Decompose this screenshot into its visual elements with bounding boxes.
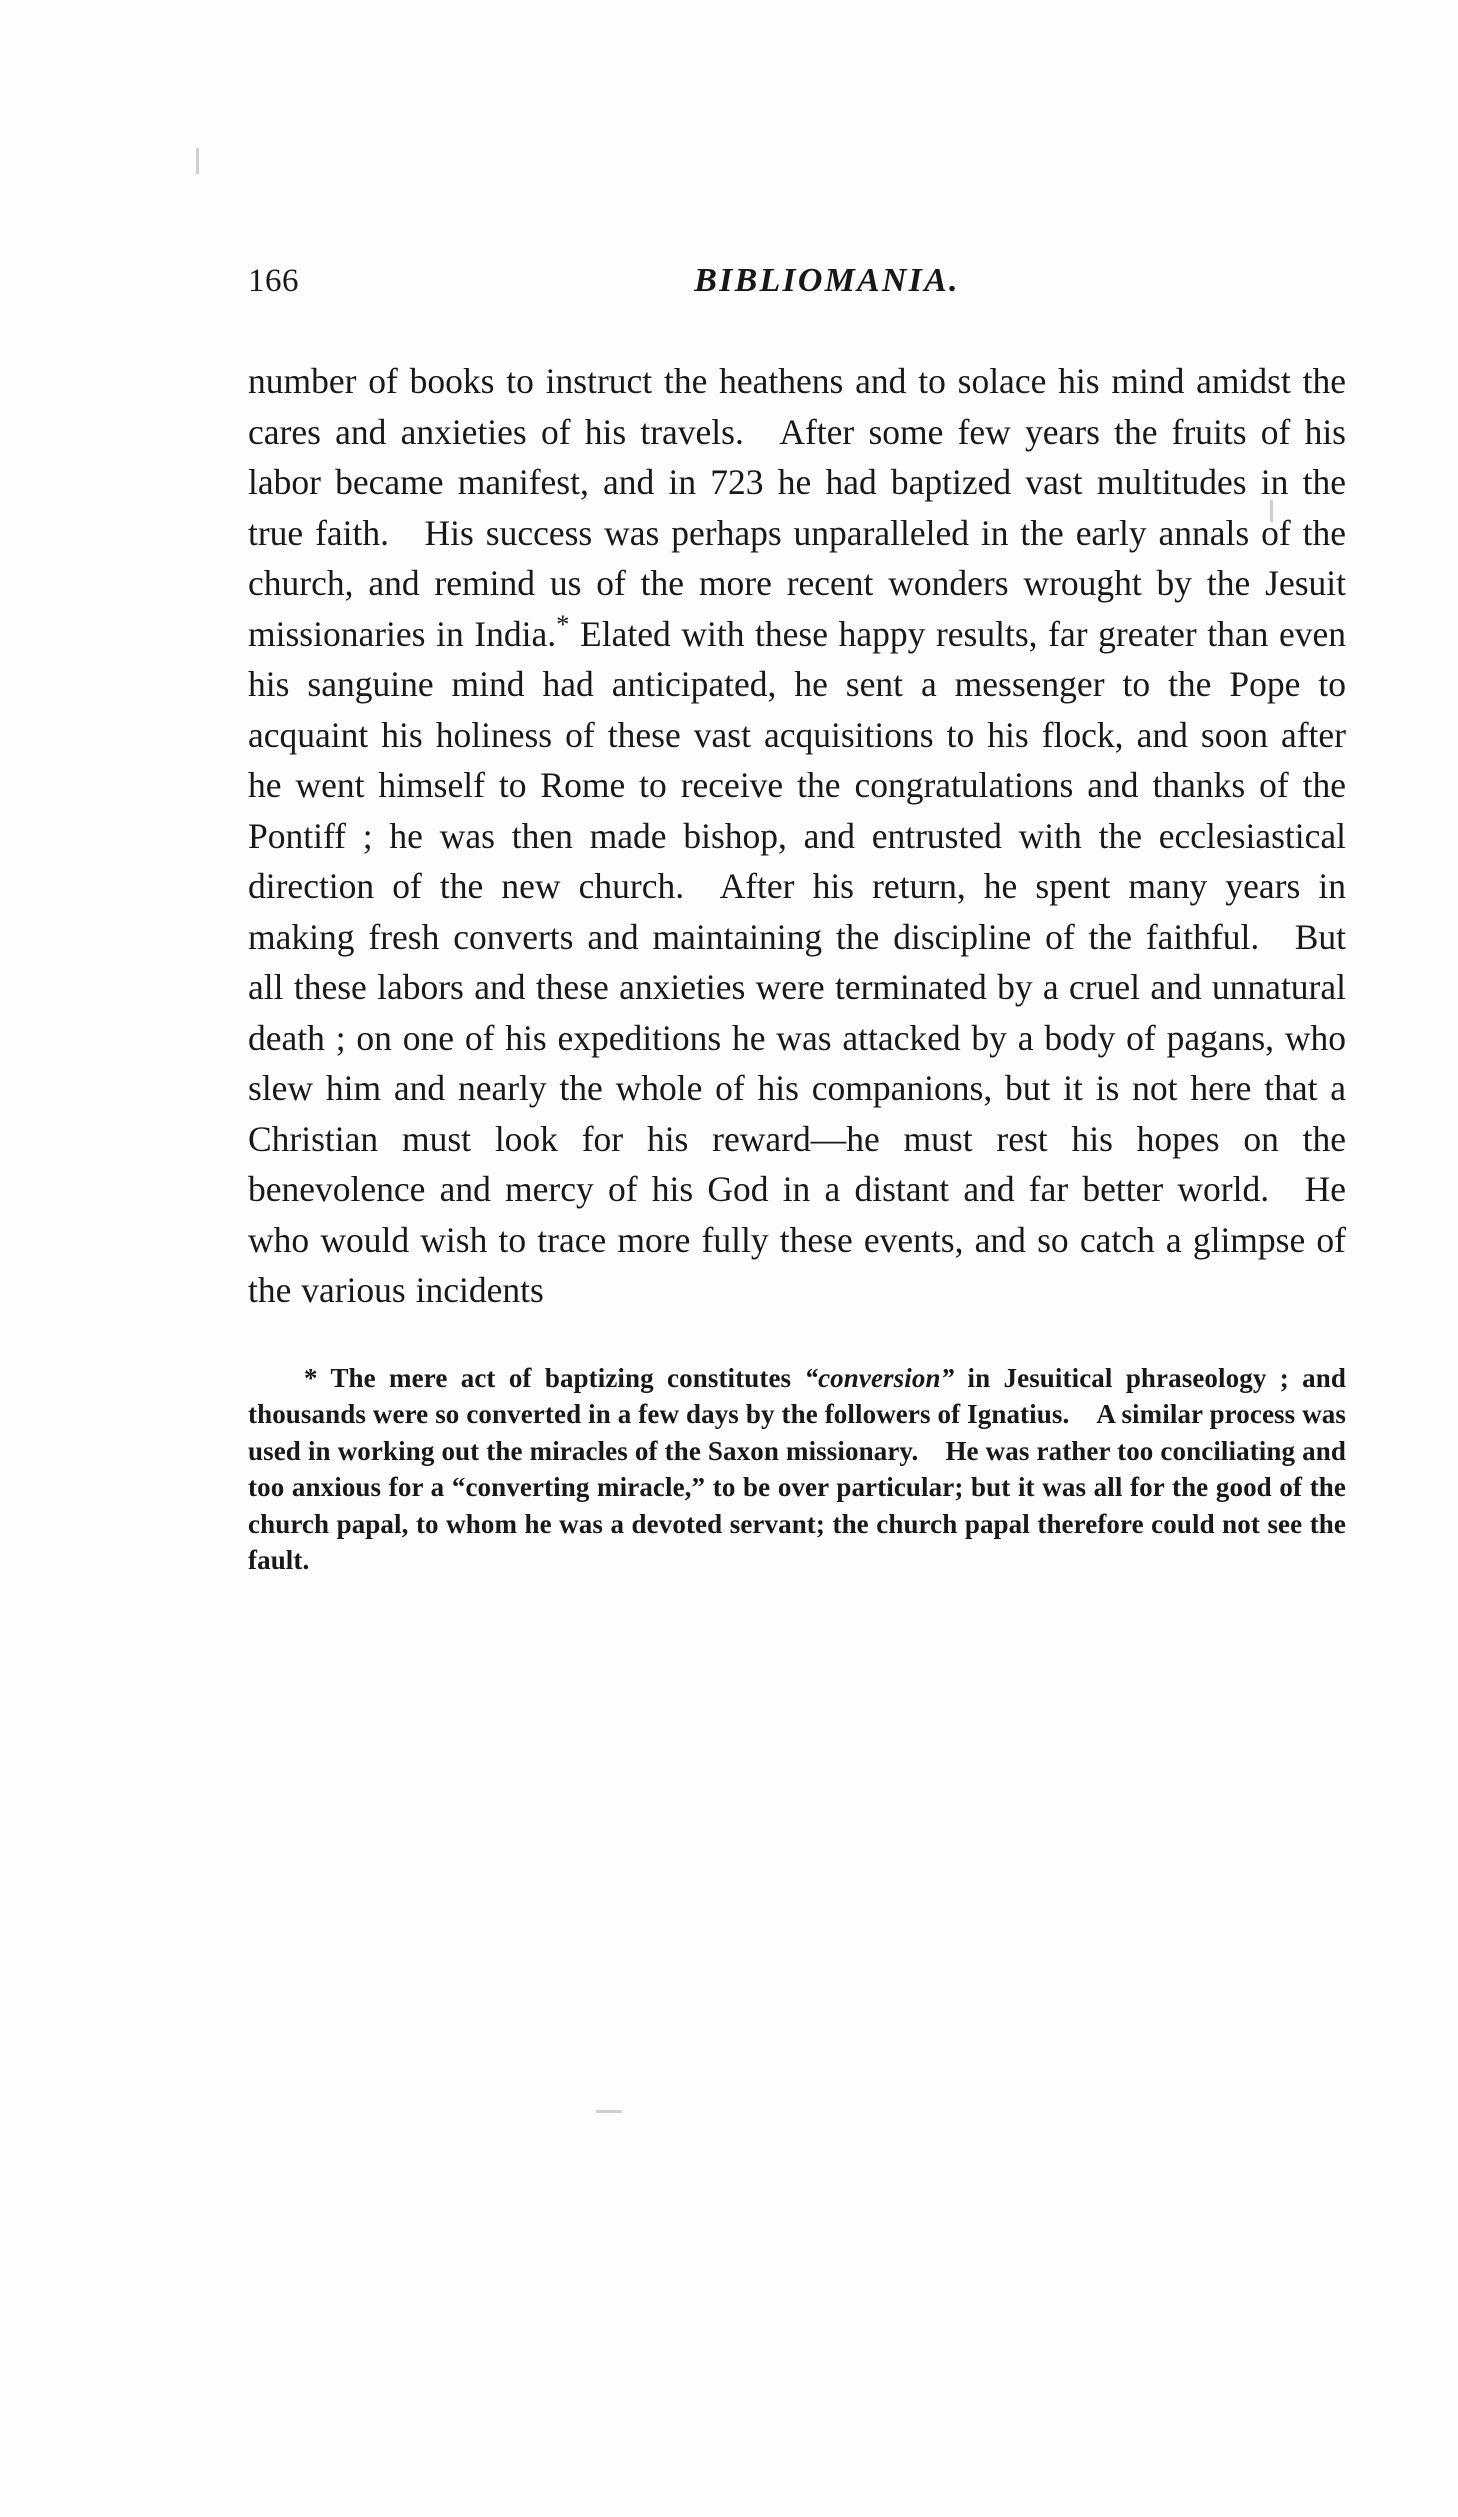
footnote-text-part-2: in Jesuitical phraseology ; and thousands were so converted in a few days by the followers of Ignatius. A similar process was used in working out the miracles of the Saxon missionary. He was rather too conciliating and too anxious for a “converting miracle,” to be over particular; but it was all for the good of the church papal, to whom he was a devoted servant; the church papal therefore could not see the fault. (248, 1362, 1346, 1575)
footnote-paragraph (248, 1360, 1346, 1579)
running-head: BIBLIOMANIA. (694, 262, 960, 299)
page-edge-mark-bottom (596, 2110, 622, 2113)
body-text (248, 356, 1346, 1316)
body-text-part-1: number of books to instruct the heathens and to solace his mind amidst the cares and anxieties of his travels. After some few years the fruits of his labor became manifest, and in 723 he had baptized vast multitudes in the true faith. His success was perhaps unparalleled in the early annals of the church, and remind us of the more recent wonders wrought by the Jesuit missionaries in India. (248, 361, 1346, 654)
body-paragraph (248, 356, 1346, 1316)
footnote-italic-term: “conversion” (804, 1362, 955, 1393)
footnote-reference-marker: * (556, 608, 570, 639)
page-header (248, 262, 1346, 300)
page-number: 166 (248, 263, 299, 299)
footnote-block (248, 1360, 1346, 1579)
footnote-text-part-1: The mere act of baptizing constitutes (330, 1362, 805, 1393)
footnote-separator (248, 1316, 1346, 1360)
footnote-marker: * (304, 1362, 318, 1393)
body-text-part-2: Elated with these happy results, far greater than even his sanguine mind had anticipated, he sent a messenger to the Pope to acquaint his holiness of these vast acquisitions to his flock, and soon after he went himself to Rome to receive the congratulations and thanks of the Pontiff ; he was then made bishop, and entrusted with the ecclesiastical direction of the new church. After his return, he spent many years in making fresh converts and maintaining the discipline of the faithful. But all these labors and these anxieties were terminated by a cruel and unnatural death ; on one of his expeditions he was attacked by a body of pagans, who slew him and nearly the whole of his companions, but it is not here that a Christian must look for his reward—he must rest his hopes on the benevolence and mercy of his God in a distant and far better world. He who would wish to trace more fully these events, and so catch a glimpse of the various incidents (248, 613, 1346, 1310)
page-edge-mark-top (196, 148, 199, 174)
page-content (248, 262, 1346, 1579)
